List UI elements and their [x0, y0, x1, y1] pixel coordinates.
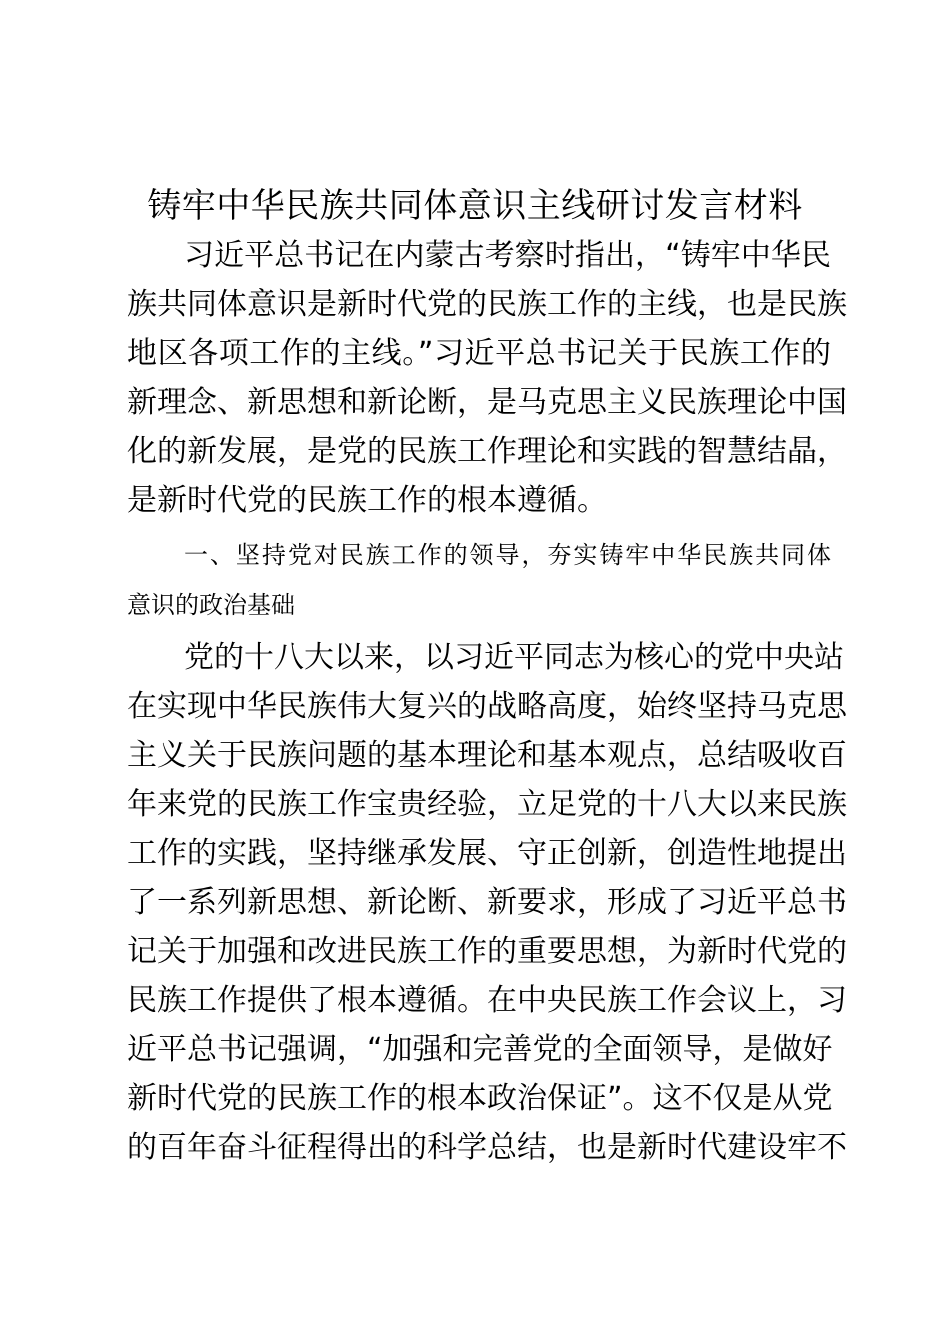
- paragraph-line: 族共同体意识是新时代党的民族工作的主线，也是民族: [127, 287, 847, 322]
- paragraph-line: 的百年奋斗征程得出的科学总结，也是新时代建设牢不: [127, 1130, 847, 1165]
- paragraph-line: 民族工作提供了根本遵循。在中央民族工作会议上，习: [127, 983, 847, 1018]
- paragraph-line: 是新时代党的民族工作的根本遵循。: [127, 483, 607, 518]
- paragraph-line: 主义关于民族问题的基本理论和基本观点，总结吸收百: [127, 738, 847, 773]
- document-title: 铸牢中华民族共同体意识主线研讨发言材料: [147, 186, 803, 226]
- paragraph-line: 新理念、新思想和新论断，是马克思主义民族理论中国: [127, 385, 847, 420]
- section-heading-line: 意识的政治基础: [127, 591, 295, 619]
- paragraph-line: 记关于加强和改进民族工作的重要思想，为新时代党的: [127, 934, 847, 969]
- paragraph-line: 党的十八大以来，以习近平同志为核心的党中央站: [184, 640, 844, 675]
- paragraph-line: 地区各项工作的主线。”习近平总书记关于民族工作的: [127, 336, 831, 371]
- paragraph-line: 工作的实践，坚持继承发展、守正创新，创造性地提出: [127, 836, 847, 871]
- paragraph-line: 近平总书记强调，“加强和完善党的全面领导，是做好: [127, 1032, 833, 1067]
- paragraph-line: 化的新发展，是党的民族工作理论和实践的智慧结晶，: [127, 434, 847, 469]
- paragraph-line: 习近平总书记在内蒙古考察时指出，“铸牢中华民: [184, 238, 831, 273]
- paragraph-line: 在实现中华民族伟大复兴的战略高度，始终坚持马克思: [127, 689, 847, 724]
- paragraph-line: 了一系列新思想、新论断、新要求，形成了习近平总书: [127, 885, 847, 920]
- paragraph-line: 年来党的民族工作宝贵经验，立足党的十八大以来民族: [127, 787, 847, 822]
- paragraph-line: 新时代党的民族工作的根本政治保证”。这不仅是从党: [127, 1081, 833, 1116]
- section-heading-line: 一、坚持党对民族工作的领导，夯实铸牢中华民族共同体: [184, 541, 831, 569]
